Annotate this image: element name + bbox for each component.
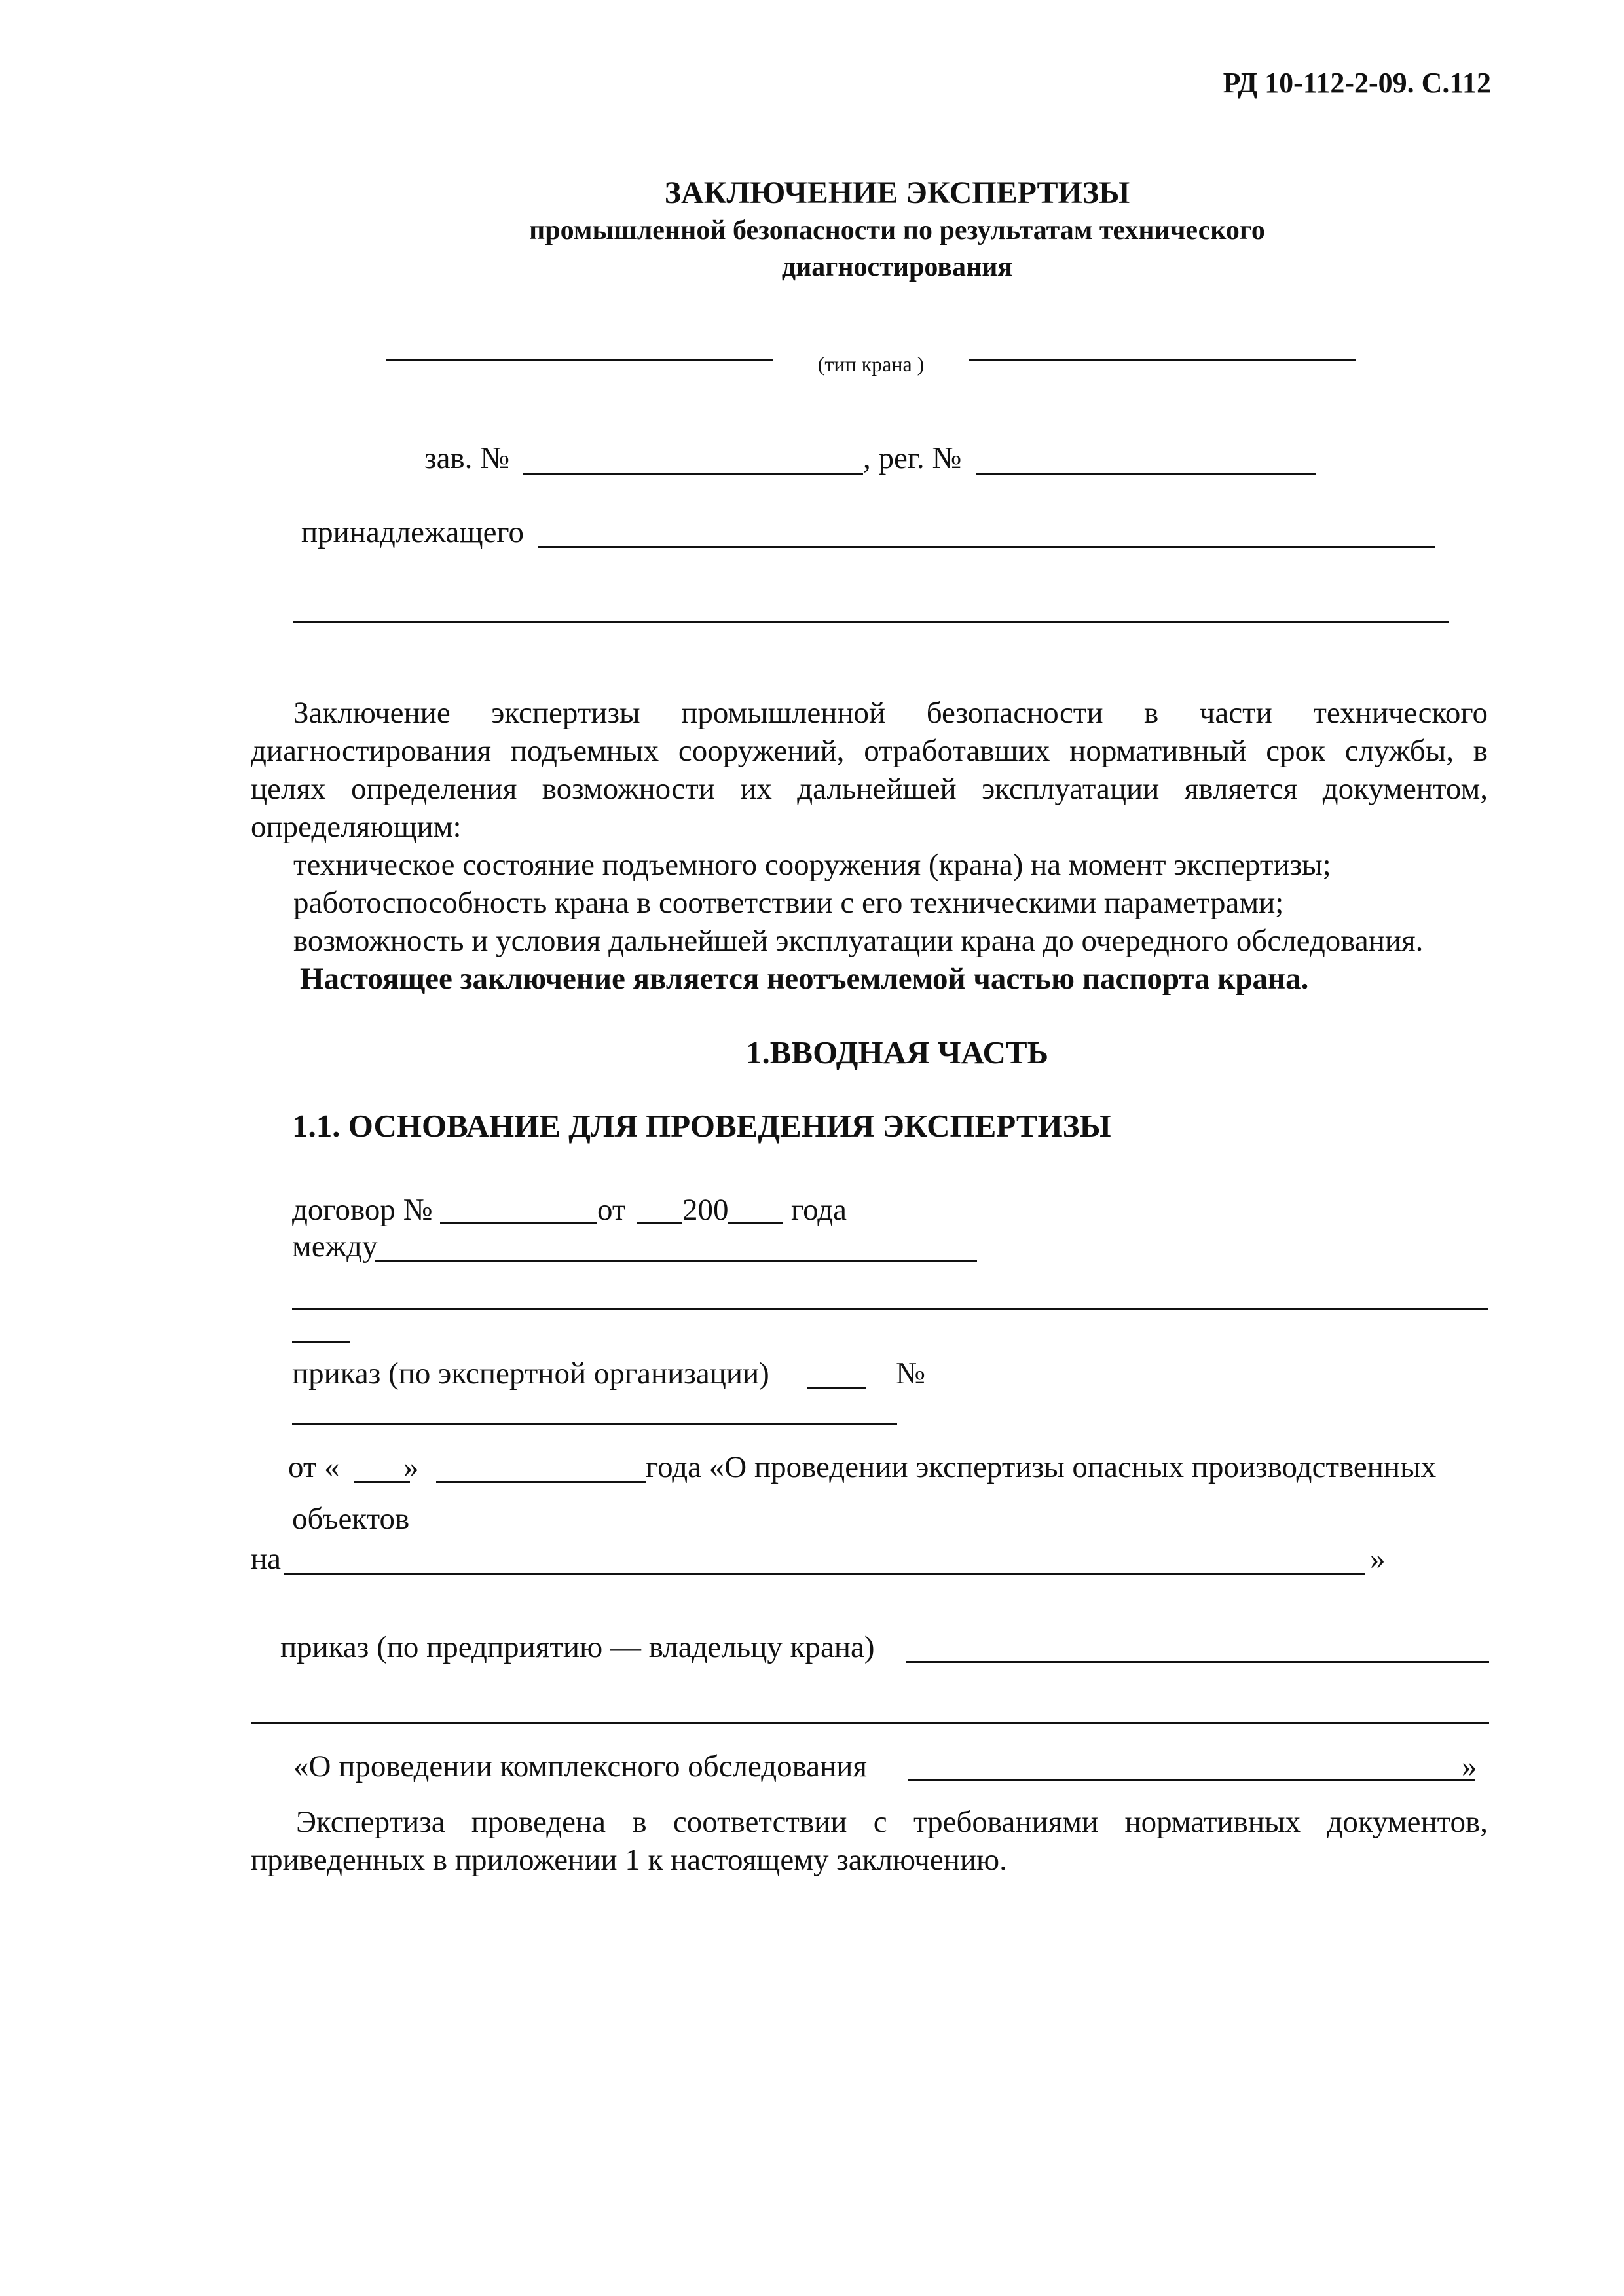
order-owner-field[interactable] <box>906 1661 1489 1663</box>
objects-label: объектов <box>292 1502 410 1536</box>
na-field[interactable] <box>284 1573 1365 1575</box>
order-owner-label: приказ (по предприятию — владельцу крана) <box>280 1630 875 1664</box>
owner-field-line-2[interactable] <box>293 621 1449 623</box>
intro-paragraph-line: определяющим: <box>251 810 462 844</box>
order-month-field[interactable] <box>436 1481 646 1483</box>
contract-label: договор № <box>292 1193 433 1227</box>
contract-day-field[interactable] <box>637 1222 682 1224</box>
document-subtitle: промышленной безопасности по результатам технического <box>529 215 1265 246</box>
intro-paragraph-line: диагностирования подъемных сооружений, отработавших нормативный срок службы, в <box>251 734 1488 768</box>
order-owner-field-line-2[interactable] <box>251 1722 1489 1724</box>
complex-label: «О проведении комплексного обследования <box>293 1749 868 1783</box>
reg-number-field[interactable] <box>976 473 1316 475</box>
order-org-number-field[interactable] <box>292 1423 897 1425</box>
contract-year-field[interactable] <box>728 1222 783 1224</box>
between-field[interactable] <box>375 1260 977 1262</box>
contract-year-prefix: 200 <box>682 1193 729 1227</box>
contract-goda-label: года <box>791 1193 847 1227</box>
zav-label: зав. № <box>424 441 509 475</box>
between-field-line-2[interactable] <box>292 1308 1488 1310</box>
document-code: РД 10-112-2-09. С.112 <box>1223 67 1491 99</box>
order-org-field[interactable] <box>807 1387 866 1389</box>
order-org-label: приказ (по экспертной организации) <box>292 1357 769 1391</box>
crane-type-caption: (тип крана ) <box>773 352 969 377</box>
order-day-field[interactable] <box>354 1481 410 1483</box>
intro-list-item: работоспособность крана в соответствии с его техническими параметрами; <box>293 886 1284 920</box>
subsection-title: 1.1. ОСНОВАНИЕ ДЛЯ ПРОВЕДЕНИЯ ЭКСПЕРТИЗЫ <box>292 1108 1111 1144</box>
order-expert-title: года «О проведении экспертизы опасных производственных <box>646 1450 1437 1484</box>
intro-paragraph-line: целях определения возможности их дальнейшей эксплуатации является документом, <box>251 772 1488 806</box>
between-field-line-3[interactable] <box>292 1341 350 1343</box>
order-date-close: » <box>403 1450 419 1484</box>
reg-label: , рег. № <box>863 441 962 475</box>
final-paragraph-line: приведенных в приложении 1 к настоящему заключению. <box>251 1843 1007 1877</box>
document-subtitle-2: диагностирования <box>781 252 1013 282</box>
order-date-open: от « <box>288 1450 340 1484</box>
na-close: » <box>1370 1542 1386 1576</box>
intro-list-item: возможность и условия дальнейшей эксплуатации крана до очередного обследования. <box>293 924 1424 958</box>
complex-close: » <box>1462 1749 1477 1783</box>
complex-field[interactable] <box>908 1779 1475 1781</box>
na-label: на <box>251 1542 282 1576</box>
intro-paragraph-line: Заключение экспертизы промышленной безопасности в части технического <box>293 696 1488 730</box>
between-label: между <box>292 1230 378 1264</box>
contract-ot-label: от <box>597 1193 626 1227</box>
intro-bold-note: Настоящее заключение является неотъемлемой частью паспорта крана. <box>300 962 1309 996</box>
owner-field[interactable] <box>538 546 1435 548</box>
intro-list-item: техническое состояние подъемного сооружения (крана) на момент экспертизы; <box>293 848 1331 882</box>
order-org-no: № <box>896 1357 925 1391</box>
section-title: 1.ВВОДНАЯ ЧАСТЬ <box>745 1034 1048 1070</box>
document-title: ЗАКЛЮЧЕНИЕ ЭКСПЕРТИЗЫ <box>664 175 1130 210</box>
contract-number-field[interactable] <box>440 1222 597 1224</box>
final-paragraph-line: Экспертиза проведена в соответствии с требованиями нормативных документов, <box>296 1805 1488 1839</box>
owner-label: принадлежащего <box>301 515 525 549</box>
zav-number-field[interactable] <box>523 473 863 475</box>
